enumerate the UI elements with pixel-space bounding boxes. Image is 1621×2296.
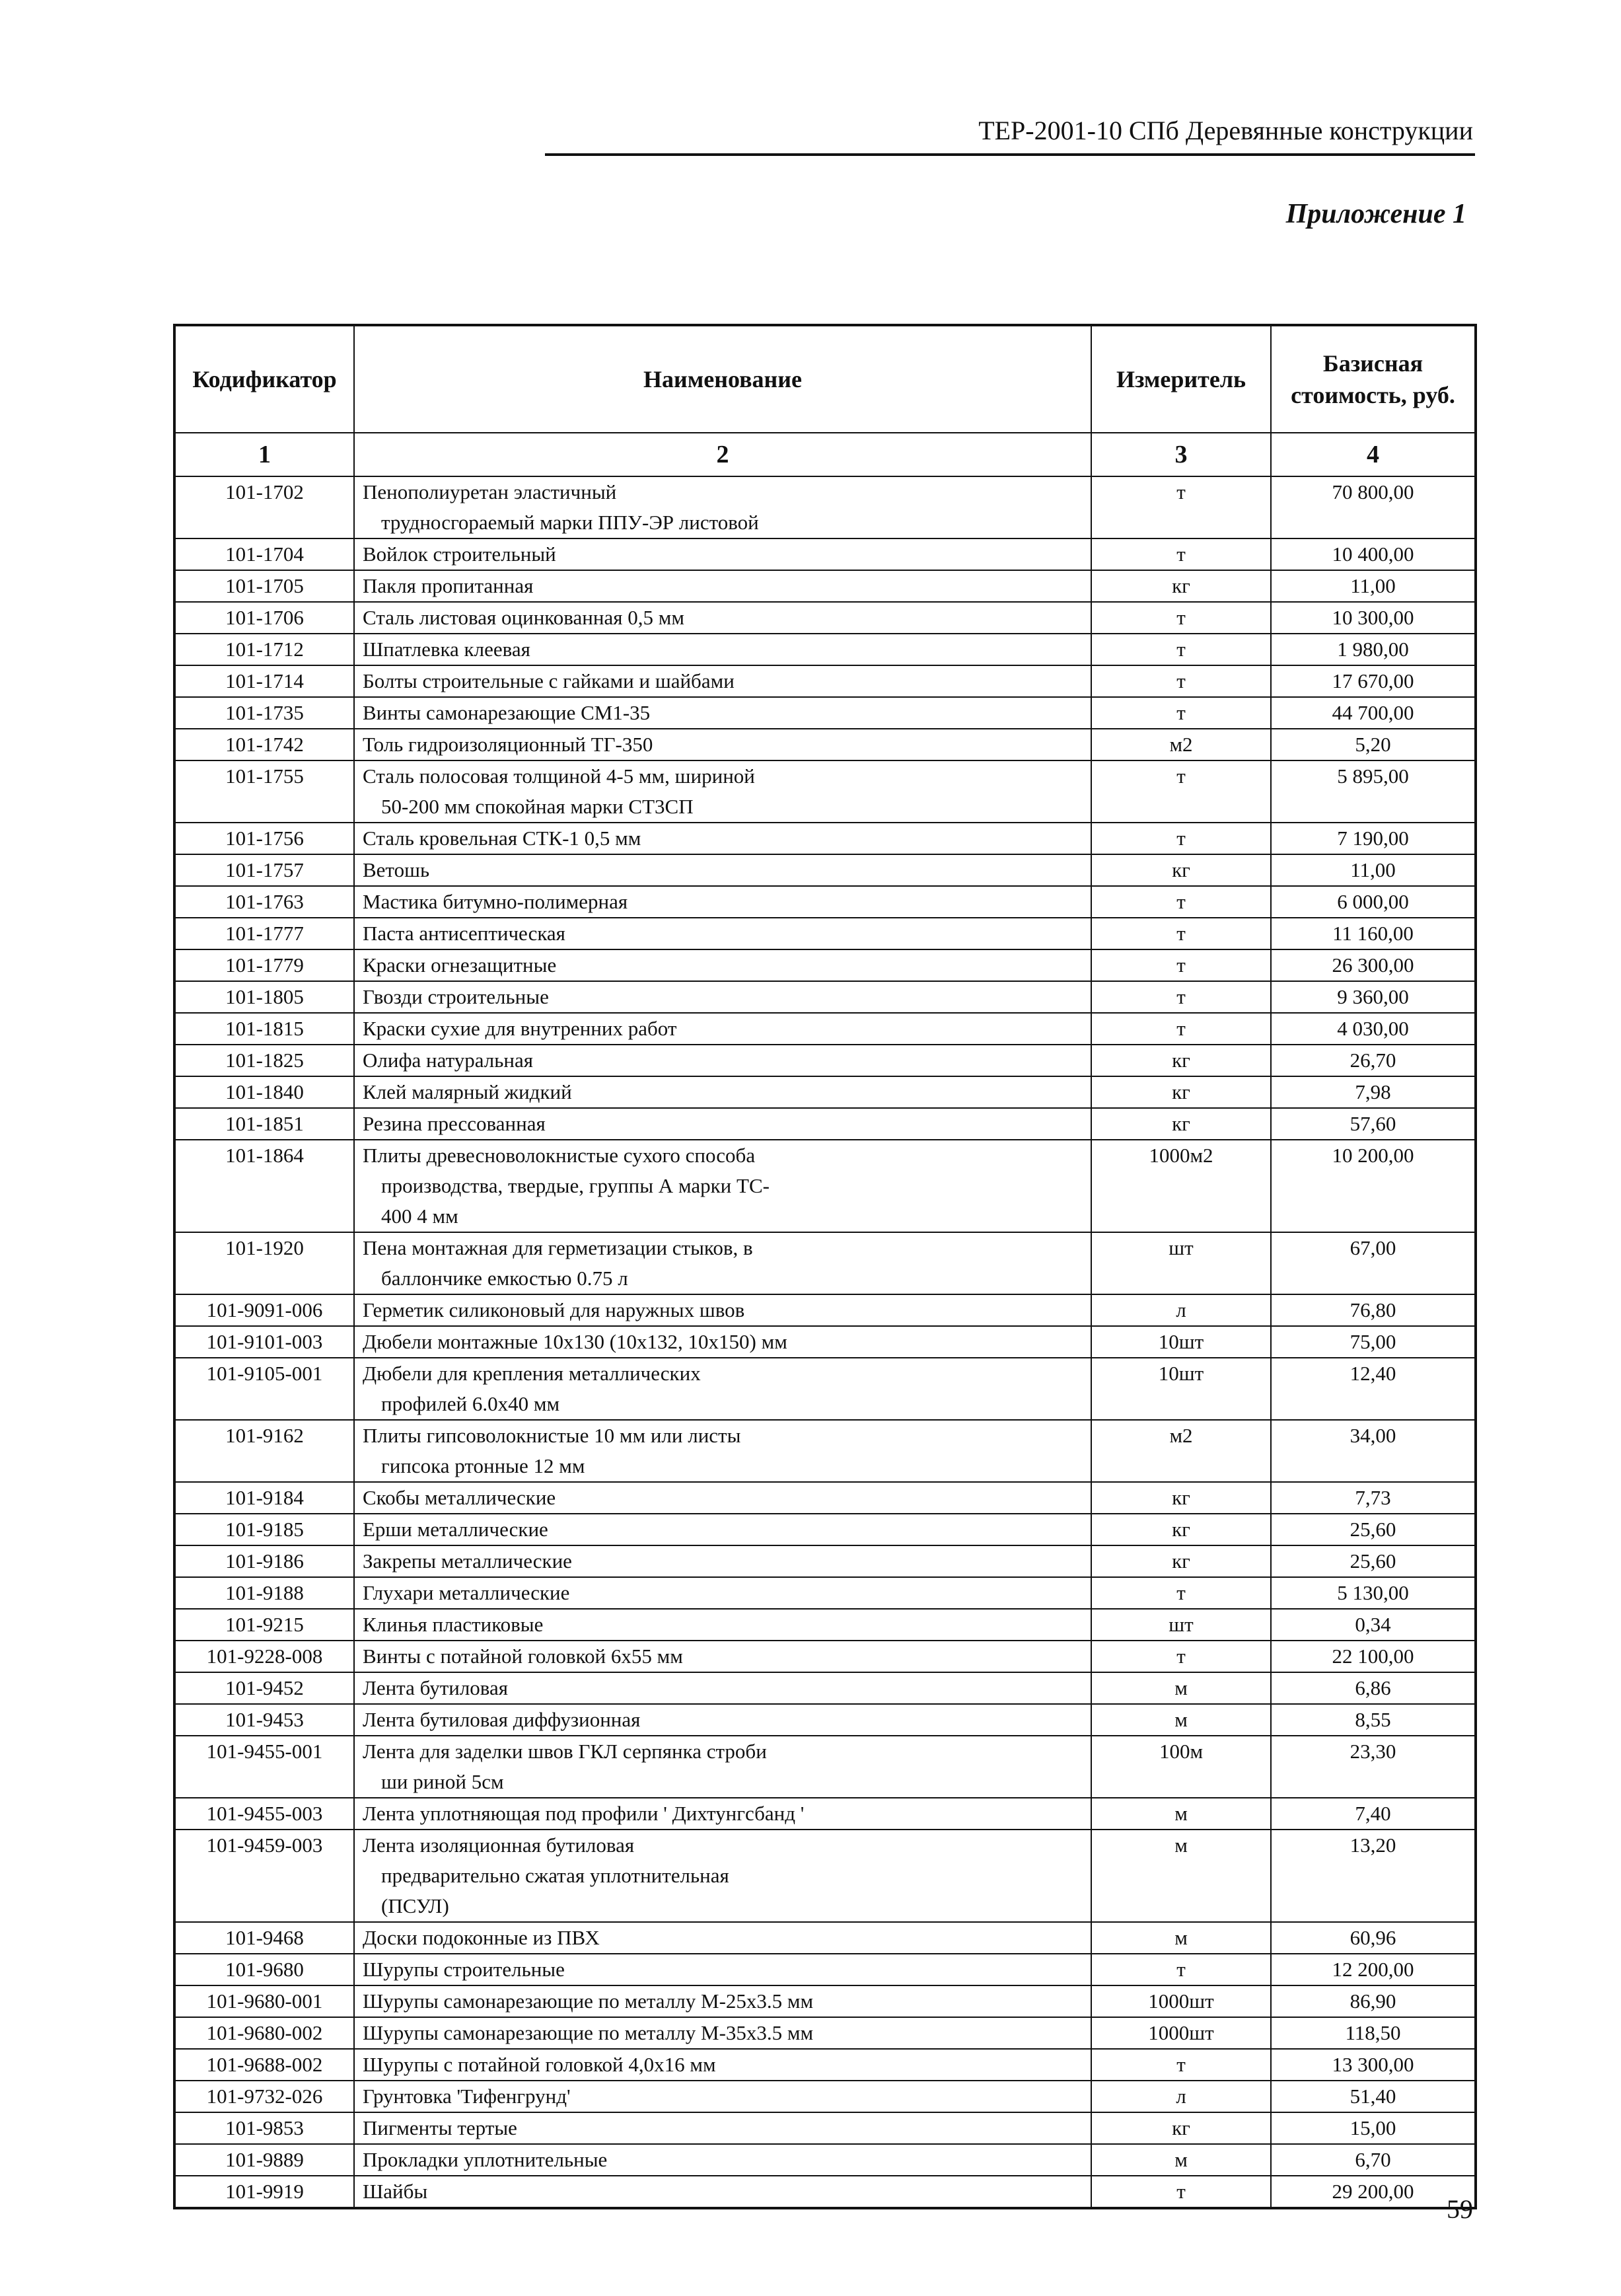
row-name (354, 2081, 1091, 2112)
table-row (174, 729, 1476, 760)
row-code: 101-1763 (174, 886, 354, 918)
row-price: 118,50 (1271, 2017, 1476, 2049)
row-unit: кг (1091, 1076, 1271, 1108)
table-row (174, 918, 1476, 949)
row-name-line: ши риной 5см (381, 1770, 504, 1793)
row-price: 17 670,00 (1271, 665, 1476, 697)
row-name-line: Лента бутиловая (363, 1676, 509, 1699)
row-price: 0,34 (1271, 1609, 1476, 1641)
row-unit: т (1091, 602, 1271, 634)
table-row (174, 1704, 1476, 1736)
row-unit: т (1091, 886, 1271, 918)
row-name-line: Гвозди строительные (363, 985, 549, 1008)
row-price: 11 160,00 (1271, 918, 1476, 949)
row-name (354, 1704, 1091, 1736)
row-code: 101-1735 (174, 697, 354, 729)
row-code: 101-1840 (174, 1076, 354, 1108)
table-row (174, 1326, 1476, 1358)
column-number: 3 (1091, 433, 1271, 476)
row-price: 29 200,00 (1271, 2176, 1476, 2208)
row-name-line: Пигменты тертые (363, 2116, 517, 2139)
row-unit: кг (1091, 1545, 1271, 1577)
row-unit: кг (1091, 1514, 1271, 1545)
table-row (174, 1514, 1476, 1545)
row-name (354, 1232, 1091, 1294)
row-unit: т (1091, 918, 1271, 949)
row-unit: т (1091, 476, 1271, 538)
row-name (354, 886, 1091, 918)
row-name-line: трудносгораемый марки ППУ-ЭР листовой (381, 511, 759, 534)
row-price: 7 190,00 (1271, 823, 1476, 854)
row-name-line: Клинья пластиковые (363, 1613, 544, 1636)
row-name-line: Шайбы (363, 2180, 428, 2203)
table-row (174, 1672, 1476, 1704)
row-price: 10 300,00 (1271, 602, 1476, 634)
row-name-line: Герметик силиконовый для наружных швов (363, 1298, 745, 1321)
row-name-line: Глухари металлические (363, 1581, 570, 1604)
row-name-line: Скобы металлические (363, 1486, 556, 1509)
row-name (354, 697, 1091, 729)
row-name-line: Сталь листовая оцинкованная 0,5 мм (363, 606, 684, 629)
row-unit: т (1091, 2049, 1271, 2081)
row-name-line: Паста антисептическая (363, 922, 565, 945)
row-name (354, 476, 1091, 538)
column-number: 4 (1271, 433, 1476, 476)
row-price: 34,00 (1271, 1420, 1476, 1482)
row-price: 10 200,00 (1271, 1140, 1476, 1232)
row-code: 101-9468 (174, 1922, 354, 1954)
price-table-container (173, 324, 1474, 2209)
row-name (354, 1294, 1091, 1326)
row-name-line: Ерши металлические (363, 1518, 548, 1541)
row-code: 101-9455-001 (174, 1736, 354, 1798)
row-code: 101-9919 (174, 2176, 354, 2208)
row-name (354, 2017, 1091, 2049)
row-name (354, 665, 1091, 697)
row-code: 101-9162 (174, 1420, 354, 1482)
row-code: 101-1920 (174, 1232, 354, 1294)
row-unit: т (1091, 2176, 1271, 2208)
row-name (354, 854, 1091, 886)
row-code: 101-1755 (174, 760, 354, 823)
row-name-line: Пена монтажная для герметизации стыков, в (363, 1236, 753, 1259)
row-price: 5 130,00 (1271, 1577, 1476, 1609)
row-name-line: Винты самонарезающие СМ1-35 (363, 701, 651, 724)
row-price: 51,40 (1271, 2081, 1476, 2112)
column-number: 2 (354, 433, 1091, 476)
row-name (354, 1358, 1091, 1420)
row-code: 101-1704 (174, 538, 354, 570)
row-code: 101-9101-003 (174, 1326, 354, 1358)
row-name (354, 981, 1091, 1013)
table-row (174, 1076, 1476, 1108)
table-row (174, 2144, 1476, 2176)
table-row (174, 1830, 1476, 1922)
row-name (354, 1545, 1091, 1577)
row-code: 101-9680-002 (174, 2017, 354, 2049)
row-price: 9 360,00 (1271, 981, 1476, 1013)
row-unit: т (1091, 1577, 1271, 1609)
row-name-line: профилей 6.0x40 мм (381, 1392, 560, 1415)
row-name (354, 1672, 1091, 1704)
row-unit: т (1091, 697, 1271, 729)
row-name (354, 949, 1091, 981)
row-unit: м2 (1091, 729, 1271, 760)
row-unit: кг (1091, 2112, 1271, 2144)
row-name-line: Грунтовка 'Тифенгрунд' (363, 2085, 571, 2108)
row-unit: кг (1091, 1045, 1271, 1076)
row-code: 101-9452 (174, 1672, 354, 1704)
row-name-line: Доски подоконные из ПВХ (363, 1926, 600, 1949)
row-code: 101-9680 (174, 1954, 354, 1985)
table-row (174, 1294, 1476, 1326)
row-name-line: Толь гидроизоляционный ТГ-350 (363, 733, 653, 756)
row-code: 101-1714 (174, 665, 354, 697)
row-price: 13,20 (1271, 1830, 1476, 1922)
row-name (354, 1641, 1091, 1672)
row-unit: т (1091, 665, 1271, 697)
row-name-line: Резина прессованная (363, 1112, 546, 1135)
row-name-line: Шурупы с потайной головкой 4,0x16 мм (363, 2053, 716, 2076)
table-row (174, 1609, 1476, 1641)
table-row (174, 854, 1476, 886)
row-unit: т (1091, 823, 1271, 854)
row-code: 101-1756 (174, 823, 354, 854)
table-row (174, 697, 1476, 729)
row-price: 7,40 (1271, 1798, 1476, 1830)
row-code: 101-1777 (174, 918, 354, 949)
table-row (174, 602, 1476, 634)
row-price: 7,98 (1271, 1076, 1476, 1108)
row-name (354, 2049, 1091, 2081)
row-code: 101-1705 (174, 570, 354, 602)
document-header-title: ТЕР-2001-10 СПб Деревянные конструкции (978, 116, 1473, 145)
header-price: Базисная стоимость, руб. (1271, 325, 1476, 433)
row-unit: 1000шт (1091, 2017, 1271, 2049)
row-name-line: Краски огнезащитные (363, 953, 557, 977)
row-name-line: Закрепы металлические (363, 1549, 572, 1573)
row-unit: кг (1091, 854, 1271, 886)
row-price: 10 400,00 (1271, 538, 1476, 570)
column-number: 1 (174, 433, 354, 476)
row-code: 101-9688-002 (174, 2049, 354, 2081)
header-unit: Измеритель (1091, 325, 1271, 433)
row-name-line: Лента бутиловая диффузионная (363, 1708, 641, 1731)
row-name-line: Плиты древесноволокнистые сухого способа (363, 1144, 756, 1167)
row-name (354, 1140, 1091, 1232)
table-body (174, 476, 1476, 2208)
row-unit: л (1091, 1294, 1271, 1326)
table-row (174, 2112, 1476, 2144)
table-row (174, 823, 1476, 854)
row-price: 5,20 (1271, 729, 1476, 760)
row-name-line: Олифа натуральная (363, 1049, 533, 1072)
row-price: 25,60 (1271, 1514, 1476, 1545)
row-code: 101-9186 (174, 1545, 354, 1577)
table-row (174, 1482, 1476, 1514)
table-row (174, 1577, 1476, 1609)
page-number: 59 (1447, 2194, 1473, 2224)
row-unit: м (1091, 1798, 1271, 1830)
row-name (354, 729, 1091, 760)
table-row (174, 1641, 1476, 1672)
table-row (174, 886, 1476, 918)
row-code: 101-9453 (174, 1704, 354, 1736)
row-price: 11,00 (1271, 570, 1476, 602)
row-name-line: баллончике емкостью 0.75 л (381, 1267, 628, 1290)
row-name (354, 602, 1091, 634)
row-name-line: гипсока ртонные 12 мм (381, 1454, 585, 1477)
row-unit: 1000шт (1091, 1985, 1271, 2017)
row-unit: м (1091, 2144, 1271, 2176)
row-name (354, 1798, 1091, 1830)
row-unit: кг (1091, 1108, 1271, 1140)
row-name (354, 1954, 1091, 1985)
table-row (174, 538, 1476, 570)
row-code: 101-9228-008 (174, 1641, 354, 1672)
row-name (354, 2144, 1091, 2176)
table-row (174, 1140, 1476, 1232)
row-code: 101-1864 (174, 1140, 354, 1232)
table-row (174, 1045, 1476, 1076)
row-code: 101-1815 (174, 1013, 354, 1045)
row-name (354, 823, 1091, 854)
row-code: 101-1825 (174, 1045, 354, 1076)
row-price: 13 300,00 (1271, 2049, 1476, 2081)
row-name-line: Пакля пропитанная (363, 574, 534, 597)
row-code: 101-9091-006 (174, 1294, 354, 1326)
row-unit: т (1091, 949, 1271, 981)
table-row (174, 476, 1476, 538)
row-code: 101-9184 (174, 1482, 354, 1514)
table-row (174, 1545, 1476, 1577)
row-price: 6,70 (1271, 2144, 1476, 2176)
table-row (174, 1013, 1476, 1045)
row-unit: т (1091, 634, 1271, 665)
row-unit: кг (1091, 1482, 1271, 1514)
row-unit: шт (1091, 1609, 1271, 1641)
row-price: 25,60 (1271, 1545, 1476, 1577)
row-price: 11,00 (1271, 854, 1476, 886)
row-code: 101-1757 (174, 854, 354, 886)
row-code: 101-9732-026 (174, 2081, 354, 2112)
row-price: 23,30 (1271, 1736, 1476, 1798)
row-unit: кг (1091, 570, 1271, 602)
row-price: 6,86 (1271, 1672, 1476, 1704)
row-name (354, 1420, 1091, 1482)
row-name-line: Лента изоляционная бутиловая (363, 1833, 635, 1857)
row-unit: м (1091, 1672, 1271, 1704)
table-row (174, 665, 1476, 697)
row-price: 60,96 (1271, 1922, 1476, 1954)
row-name (354, 570, 1091, 602)
row-code: 101-1851 (174, 1108, 354, 1140)
row-unit: т (1091, 1641, 1271, 1672)
row-unit: 1000м2 (1091, 1140, 1271, 1232)
row-price: 12 200,00 (1271, 1954, 1476, 1985)
row-code: 101-1805 (174, 981, 354, 1013)
row-price: 67,00 (1271, 1232, 1476, 1294)
table-row (174, 760, 1476, 823)
row-name-line: Лента уплотняющая под профили ' Дихтунгсбанд ' (363, 1802, 805, 1825)
table-row (174, 1954, 1476, 1985)
row-unit: т (1091, 760, 1271, 823)
row-code: 101-9889 (174, 2144, 354, 2176)
row-name-line: Шурупы строительные (363, 1958, 565, 1981)
row-price: 26,70 (1271, 1045, 1476, 1076)
row-price: 7,73 (1271, 1482, 1476, 1514)
row-unit: м (1091, 1922, 1271, 1954)
table-row (174, 1798, 1476, 1830)
row-code: 101-1742 (174, 729, 354, 760)
row-name (354, 2112, 1091, 2144)
row-name (354, 538, 1091, 570)
row-name (354, 760, 1091, 823)
row-name-line: Прокладки уплотнительные (363, 2148, 608, 2171)
row-name-line: производства, твердые, группы А марки ТС- (381, 1174, 770, 1197)
row-name-line: Шурупы самонарезающие по металлу М-25x3.5 мм (363, 1989, 814, 2013)
row-price: 26 300,00 (1271, 949, 1476, 981)
row-unit: м (1091, 1830, 1271, 1922)
row-name (354, 1985, 1091, 2017)
row-name-line: предварительно сжатая уплотнительная (381, 1864, 729, 1887)
row-name-line: Сталь кровельная СТК-1 0,5 мм (363, 827, 641, 850)
table-row (174, 570, 1476, 602)
row-code: 101-1702 (174, 476, 354, 538)
row-price: 57,60 (1271, 1108, 1476, 1140)
table-header-row (174, 325, 1476, 433)
table-row (174, 1420, 1476, 1482)
row-name-line: Плиты гипсоволокнистые 10 мм или листы (363, 1424, 741, 1447)
row-name-line: Дюбели для крепления металлических (363, 1362, 701, 1385)
row-name-line: Сталь полосовая толщиной 4-5 мм, шириной (363, 764, 755, 788)
row-name (354, 1076, 1091, 1108)
table-row (174, 1736, 1476, 1798)
row-unit: 100м (1091, 1736, 1271, 1798)
row-price: 8,55 (1271, 1704, 1476, 1736)
row-name (354, 1577, 1091, 1609)
row-code: 101-9459-003 (174, 1830, 354, 1922)
row-price: 86,90 (1271, 1985, 1476, 2017)
row-name (354, 1108, 1091, 1140)
row-name (354, 634, 1091, 665)
row-name (354, 1482, 1091, 1514)
row-name-line: Шпатлевка клеевая (363, 638, 530, 661)
table-row (174, 1922, 1476, 1954)
row-name (354, 1326, 1091, 1358)
row-name (354, 1609, 1091, 1641)
row-unit: т (1091, 538, 1271, 570)
row-name-line: Лента для заделки швов ГКЛ серпянка строби (363, 1740, 767, 1763)
table-row (174, 949, 1476, 981)
row-code: 101-1712 (174, 634, 354, 665)
column-number-row (174, 433, 1476, 476)
row-unit: т (1091, 1013, 1271, 1045)
row-code: 101-9455-003 (174, 1798, 354, 1830)
table-row (174, 981, 1476, 1013)
row-name (354, 1830, 1091, 1922)
row-name (354, 1922, 1091, 1954)
row-name-line: Клей малярный жидкий (363, 1080, 572, 1103)
row-unit: 10шт (1091, 1358, 1271, 1420)
row-name (354, 1013, 1091, 1045)
row-price: 70 800,00 (1271, 476, 1476, 538)
row-unit: м (1091, 1704, 1271, 1736)
header-code: Кодификатор (174, 325, 354, 433)
row-code: 101-9853 (174, 2112, 354, 2144)
table-row (174, 1232, 1476, 1294)
row-code: 101-1779 (174, 949, 354, 981)
row-name-line: Болты строительные с гайками и шайбами (363, 669, 735, 692)
row-unit: л (1091, 2081, 1271, 2112)
row-price: 5 895,00 (1271, 760, 1476, 823)
row-name (354, 1514, 1091, 1545)
row-name-line: Мастика битумно-полимерная (363, 890, 628, 913)
row-price: 75,00 (1271, 1326, 1476, 1358)
row-name-line: Дюбели монтажные 10x130 (10x132, 10x150) мм (363, 1330, 787, 1353)
table-row (174, 2017, 1476, 2049)
row-name-line: (ПСУЛ) (381, 1894, 449, 1917)
row-price: 4 030,00 (1271, 1013, 1476, 1045)
row-name-line: Винты с потайной головкой 6x55 мм (363, 1645, 683, 1668)
row-unit: м2 (1091, 1420, 1271, 1482)
row-name-line: 50-200 мм спокойная марки СТ3СП (381, 795, 694, 818)
row-name-line: Шурупы самонарезающие по металлу М-35x3.5 мм (363, 2021, 814, 2044)
price-table (173, 324, 1477, 2209)
row-name-line: Краски сухие для внутренних работ (363, 1017, 677, 1040)
row-price: 15,00 (1271, 2112, 1476, 2144)
row-name-line: 400 4 мм (381, 1204, 458, 1228)
row-unit: т (1091, 981, 1271, 1013)
table-row (174, 1108, 1476, 1140)
table-row (174, 634, 1476, 665)
row-code: 101-1706 (174, 602, 354, 634)
row-unit: шт (1091, 1232, 1271, 1294)
row-code: 101-9215 (174, 1609, 354, 1641)
header-name: Наименование (354, 325, 1091, 433)
row-code: 101-9188 (174, 1577, 354, 1609)
appendix-label: Приложение 1 (1285, 199, 1466, 229)
table-row (174, 2176, 1476, 2208)
row-name-line: Ветошь (363, 858, 430, 881)
row-unit: т (1091, 1954, 1271, 1985)
row-name-line: Войлок строительный (363, 542, 556, 566)
table-row (174, 1358, 1476, 1420)
row-price: 12,40 (1271, 1358, 1476, 1420)
row-code: 101-9680-001 (174, 1985, 354, 2017)
table-row (174, 2081, 1476, 2112)
header-rule (545, 153, 1475, 156)
row-name-line: Пенополиуретан эластичный (363, 480, 617, 503)
row-unit: 10шт (1091, 1326, 1271, 1358)
row-name (354, 2176, 1091, 2208)
row-price: 22 100,00 (1271, 1641, 1476, 1672)
table-row (174, 2049, 1476, 2081)
row-name (354, 918, 1091, 949)
row-price: 1 980,00 (1271, 634, 1476, 665)
row-name (354, 1045, 1091, 1076)
row-name (354, 1736, 1091, 1798)
row-code: 101-9185 (174, 1514, 354, 1545)
table-row (174, 1985, 1476, 2017)
row-price: 76,80 (1271, 1294, 1476, 1326)
row-code: 101-9105-001 (174, 1358, 354, 1420)
row-price: 6 000,00 (1271, 886, 1476, 918)
row-price: 44 700,00 (1271, 697, 1476, 729)
